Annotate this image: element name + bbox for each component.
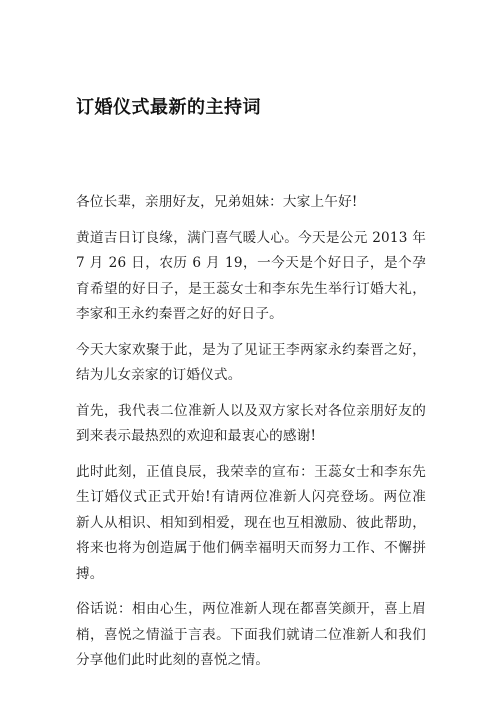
paragraph-welcome: 首先，我代表二位准新人以及双方家长对各位亲朋好友的到来表示最热烈的欢迎和最衷心的感谢! <box>76 402 426 444</box>
paragraph-gathering: 今天大家欢聚于此，是为了见证王李两家永约秦晋之好，结为儿女亲家的订婚仪式。 <box>76 341 426 383</box>
document-body <box>76 190 426 684</box>
document-title: 订婚仪式最新的主持词 <box>76 97 261 118</box>
paragraph-date: 黄道吉日订良缘，满门喜气暖人心。今天是公元 2013 年 7 月 26 日，农历 6 月 19，一今天是个好日子，是个孕育希望的好日子，是王蕊女士和李东先生举行订婚大礼，李家和王永约秦晋之好的好日子。 <box>76 229 426 322</box>
paragraph-greeting: 各位长辈，亲朋好友，兄弟姐妹：大家上午好! <box>76 194 358 210</box>
paragraph-announcement: 此时此刻，正值良辰，我荣幸的宣布：王蕊女士和李东先生订婚仪式正式开始!有请两位准新人闪亮登场。两位准新人从相识、相知到相爱，现在也互相激励、彼此帮助，将来也将为创造属于他们俩幸福明天而努力工作、不懈拼搏。 <box>76 463 426 582</box>
paragraph-joy: 俗话说：相由心生，两位准新人现在都喜笑颜开，喜上眉梢，喜悦之情溢于言表。下面我们就请二位准新人和我们分享他们此时此刻的喜悦之情。 <box>76 601 426 668</box>
